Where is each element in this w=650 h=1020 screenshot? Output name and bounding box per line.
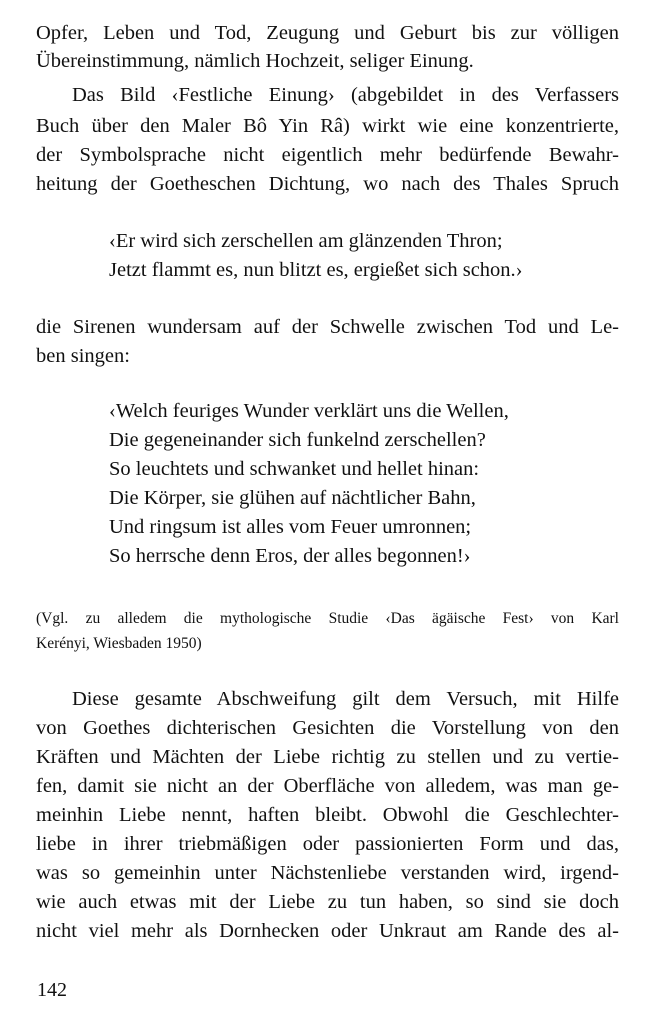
paragraph-line: nicht viel mehr als Dornhecken oder Unkraut am Rande des al- [36,920,619,942]
paragraph-line: der Symbolsprache nicht eigentlich mehr bedürfende Bewahr- [36,144,619,166]
paragraph-line: Übereinstimmung, nämlich Hochzeit, seliger Einung. [36,50,474,72]
paragraph-line: Buch über den Maler Bô Yin Râ) wirkt wie eine konzentrierte, [36,115,619,137]
paragraph-line: Diese gesamte Abschweifung gilt dem Versuch, mit Hilfe [72,688,619,710]
verse-line: So leuchtets und schwanket und hellet hinan: [109,458,480,480]
paragraph-line: Das Bild ‹Festliche Einung› (abgebildet in des Verfassers [72,84,619,106]
verse-line: Und ringsum ist alles vom Feuer umronnen; [109,516,472,538]
verse-line: ‹Er wird sich zerschellen am glänzenden Thron; [109,230,503,252]
paragraph-line: die Sirenen wundersam auf der Schwelle zwischen Tod und Le- [36,316,619,338]
note-line: Kerényi, Wiesbaden 1950) [36,635,202,652]
paragraph-line: meinhin Liebe nennt, haften bleibt. Obwohl die Geschlechter- [36,804,619,826]
paragraph-line: Kräften und Mächten der Liebe richtig zu stellen und zu vertie- [36,746,619,768]
verse-line: Jetzt flammt es, nun blitzt es, ergießet sich schon.› [109,259,523,281]
paragraph-line: fen, damit sie nicht an der Oberfläche von alledem, was man ge- [36,775,619,797]
page-number: 142 [37,979,67,1001]
paragraph-line: wie auch etwas mit der Liebe zu tun haben, so sind sie doch [36,891,619,913]
note-line: (Vgl. zu alledem die mythologische Studie ‹Das ägäische Fest› von Karl [36,610,619,627]
paragraph-line: ben singen: [36,345,130,367]
verse-line: So herrsche denn Eros, der alles begonnen!› [109,545,471,567]
paragraph-line: Opfer, Leben und Tod, Zeugung und Geburt bis zur völligen [36,22,619,44]
paragraph-line: heitung der Goetheschen Dichtung, wo nach des Thales Spruch [36,173,619,195]
verse-line: ‹Welch feuriges Wunder verklärt uns die Wellen, [109,400,509,422]
paragraph-line: was so gemeinhin unter Nächstenliebe verstanden wird, irgend- [36,862,619,884]
paragraph-line: von Goethes dichterischen Gesichten die Vorstellung von den [36,717,619,739]
verse-line: Die Körper, sie glühen auf nächtlicher Bahn, [109,487,476,509]
verse-line: Die gegeneinander sich funkelnd zerschellen? [109,429,486,451]
paragraph-line: liebe in ihrer triebmäßigen oder passionierten Form und das, [36,833,619,855]
